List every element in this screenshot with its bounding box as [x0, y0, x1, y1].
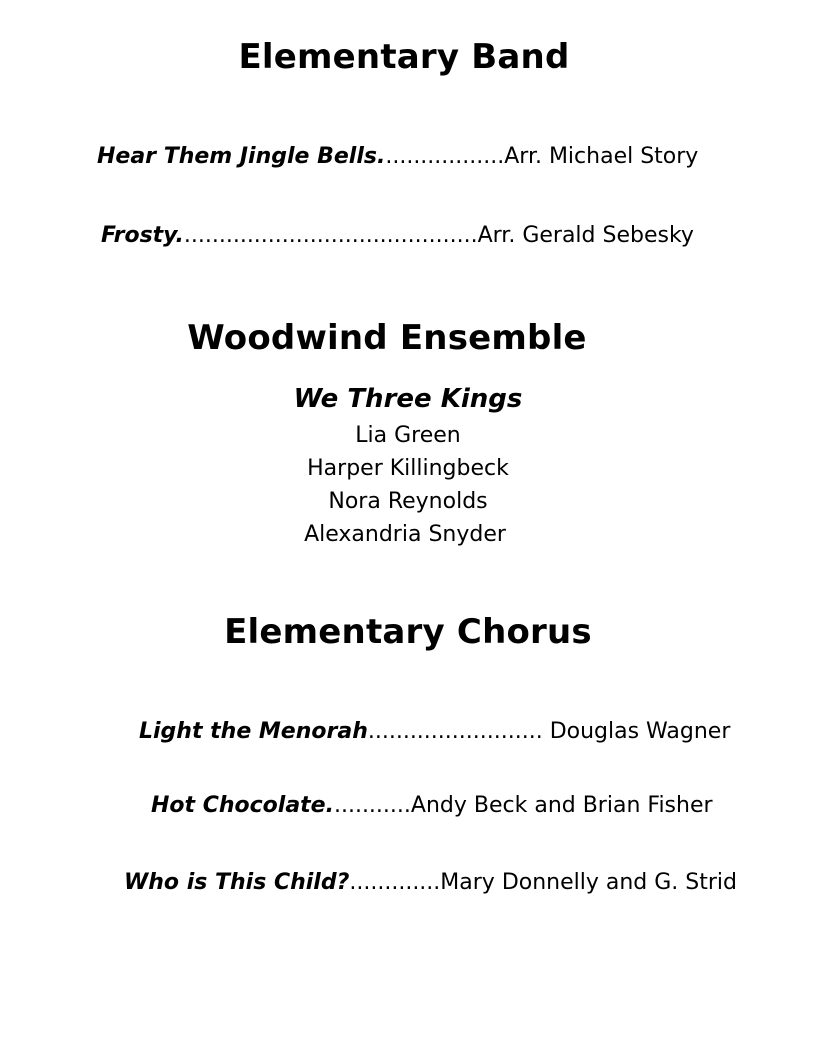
piece-title: Who is This Child?: [124, 870, 350, 895]
ensemble-member: Lia Green: [355, 423, 461, 448]
ensemble-member: Nora Reynolds: [328, 489, 488, 514]
piece-credit: Douglas Wagner: [542, 719, 731, 744]
dot-leader: .............: [349, 870, 441, 895]
piece-credit: Andy Beck and Brian Fisher: [410, 793, 713, 818]
dot-leader: .........................: [367, 719, 543, 744]
chorus-piece-who-is-this-child: [124, 872, 737, 894]
dot-leader: ..........................................: [183, 223, 478, 248]
ensemble-member: Harper Killingbeck: [307, 456, 509, 481]
dot-leader: ...........: [333, 793, 411, 818]
chorus-piece-hot-chocolate: [151, 795, 713, 817]
woodwind-piece-title: We Three Kings: [293, 384, 523, 414]
chorus-piece-menorah: [139, 721, 730, 743]
piece-credit: Mary Donnelly and G. Strid: [440, 870, 738, 895]
piece-title: Hot Chocolate.: [151, 793, 334, 818]
chorus-heading: Elementary Chorus: [224, 612, 592, 652]
piece-credit: Arr. Michael Story: [504, 144, 699, 169]
piece-credit: Arr. Gerald Sebesky: [477, 223, 694, 248]
ensemble-member: Alexandria Snyder: [304, 522, 506, 547]
piece-title: Light the Menorah: [139, 719, 368, 744]
piece-title: Frosty.: [101, 223, 184, 248]
piece-title: Hear Them Jingle Bells.: [97, 144, 386, 169]
band-piece-frosty: [101, 225, 694, 247]
band-piece-jingle-bells: [97, 146, 698, 168]
dot-leader: .................: [385, 144, 505, 169]
band-heading: Elementary Band: [238, 37, 570, 77]
woodwind-heading: Woodwind Ensemble: [187, 318, 587, 358]
